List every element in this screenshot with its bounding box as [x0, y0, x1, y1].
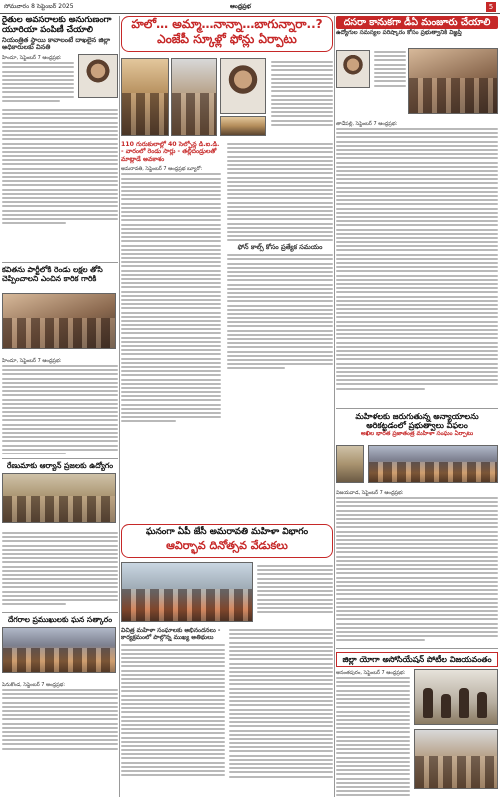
yoga-photo: [414, 669, 498, 725]
article-yoga-competition: [336, 648, 498, 797]
dateline: అమరావతి, సెప్టెంబర్ 7 ఆంధ్రప్రభ బ్యూరో:: [121, 166, 203, 173]
article-photo: [2, 473, 116, 523]
article-felicitation: [2, 612, 118, 797]
masthead-date: సోమవారం 8 సెప్టెంబర్ 2025: [4, 3, 74, 10]
article-body-narrow: [374, 51, 406, 89]
banner-line-1: ఘనంగా ఏపీ జేసీ అమరావతి మహిళా విభాగం: [145, 527, 309, 537]
article-women-wing-left: [121, 626, 225, 797]
lead-subhead: 110 గురుకులాల్లో 40 సెల్ఫోన్ల డి.ఐ.డి. - వారంలో రెండు సార్లు - తల్లిదండ్రులతో మాట్లాడే అవకాశం: [121, 141, 220, 163]
article-body: [2, 55, 74, 102]
banner-line-2: ఎంజేపీ స్కూళ్లో ఫోన్లు ఏర్పాటు: [157, 32, 297, 46]
students-photo-2: [171, 58, 217, 136]
banner-line-1: హలో… అమ్మా…నాన్నా…బాగున్నారా..?: [131, 17, 323, 31]
article-photo: [78, 54, 118, 98]
event-subhead: విచిత్ర మహిళా సంఘాలకు అభినందనలు - కార్యక్రమంలో పాల్గొన్న ముఖ్య అతిథులు: [121, 627, 221, 642]
column-rule-1: [119, 16, 120, 797]
article-body: [336, 670, 410, 797]
official-portrait-photo: [220, 58, 266, 114]
banner-line-2: ఆవిర్భావ దినోత్సవ వేడుకలు: [166, 539, 288, 552]
article-body: [336, 490, 498, 644]
dateline: హిందూ, సెప్టెంబర్ 7 ఆంధ్రప్రభ:: [2, 55, 62, 62]
article-photo-group: [408, 48, 498, 114]
column-right: [336, 16, 498, 797]
headline: దేగరాల ప్రముఖులకు ఘన సత్కారం: [7, 615, 113, 624]
article-photo-portrait: [336, 50, 370, 88]
subhead: నియంత్రిత స్థాయి కావాలంటే దాఖలైన జిల్లా అధికారులకు వినతి: [2, 35, 111, 52]
article-body: [2, 358, 118, 454]
article-body: [121, 644, 225, 776]
article-photo: [2, 293, 116, 349]
subhead: అఖిల భారత ప్రజాతంత్ర మహిళా సంఘం ఏర్పాటు: [360, 431, 474, 438]
students-photo-3: [220, 116, 266, 136]
article-body: [227, 143, 333, 241]
dateline: అనంతపురం, సెప్టెంబర్ 7 ఆంధ్రప్రభ:: [336, 670, 406, 676]
event-photo-group: [121, 562, 253, 622]
headline: కవితను పార్టీలోకి రెండు లక్షల తోసి చెప్పించాలని ఎంచిన కారిక గారికి: [2, 265, 103, 283]
article-renumaka: [2, 458, 118, 608]
dateline: హిందూ, సెప్టెంబర్ 7 ఆంధ్రప్రభ:: [2, 358, 62, 364]
headline: రేణుమాకు ఆర్యాన్ ప్రజలకు ఉద్యోగం: [6, 461, 114, 470]
headline: రైతుల అవసరాలకు అనుగుణంగా యూరియా పంపిణీ చేయాలి: [2, 16, 112, 35]
article-body-cont: [2, 109, 118, 226]
page-number-badge: 5: [486, 2, 496, 12]
lead-side-body: [271, 61, 333, 128]
article-photo-group: [368, 445, 498, 483]
dateline: తాడేపల్లి, సెప్టెంబర్ 7 ఆంధ్రప్రభ:: [336, 121, 398, 127]
masthead-paper-name: ఆంధ్రప్రభ: [230, 3, 251, 10]
column-left: [2, 16, 118, 797]
article-women-injustice: [336, 408, 498, 644]
page-masthead: [0, 0, 500, 14]
headline: జిల్లా యోగా అసోసియేషన్ పోటీల విజయవంతం: [336, 652, 498, 667]
headline: దసరా కానుకగా డీఏ మంజూరు చేయాలి: [336, 16, 498, 29]
dateline: విజయవాడ, సెప్టెంబర్ 7 ఆంధ్రప్రభ:: [336, 490, 404, 496]
article-kavitha: [2, 262, 118, 454]
article-urea-distribution: [2, 16, 118, 256]
article-photo-portrait: [336, 445, 364, 483]
headline: మహిళలకు జరుగుతున్న అన్యాయాలను అరికట్టడంలో ప్రభుత్వాలు విఫలం: [355, 412, 479, 431]
article-dasara-da: [336, 16, 498, 404]
banner-headline-women-wing: [121, 524, 333, 558]
banner-headline-phones: [121, 16, 333, 52]
pull-quote: ఫోన్ కాల్స్ కోసం ప్రత్యేక సమయం: [237, 242, 323, 251]
article-body: [229, 629, 333, 778]
article-body: [2, 532, 118, 607]
article-body: [121, 166, 221, 422]
yoga-photo-2: [414, 729, 498, 789]
article-women-wing-right: [229, 626, 333, 797]
article-body-cont: [227, 254, 333, 369]
dateline: పెనుకొండ, సెప్టెంబర్ 7 ఆంధ్రప్రభ:: [2, 682, 66, 688]
article-lead-body-right: [227, 140, 333, 520]
column-rule-2: [334, 16, 335, 797]
article-body: [336, 121, 498, 392]
students-photo-1: [121, 58, 169, 136]
column-center: [121, 16, 333, 797]
event-side-body: [257, 565, 333, 615]
article-lead-body-left: [121, 140, 221, 520]
article-photo: [2, 627, 116, 673]
subhead: ఉద్యోగుల సమస్యల పరిష్కారం కోసం ప్రభుత్వానికి విజ్ఞప్తి: [336, 30, 462, 36]
article-body: [2, 682, 118, 752]
